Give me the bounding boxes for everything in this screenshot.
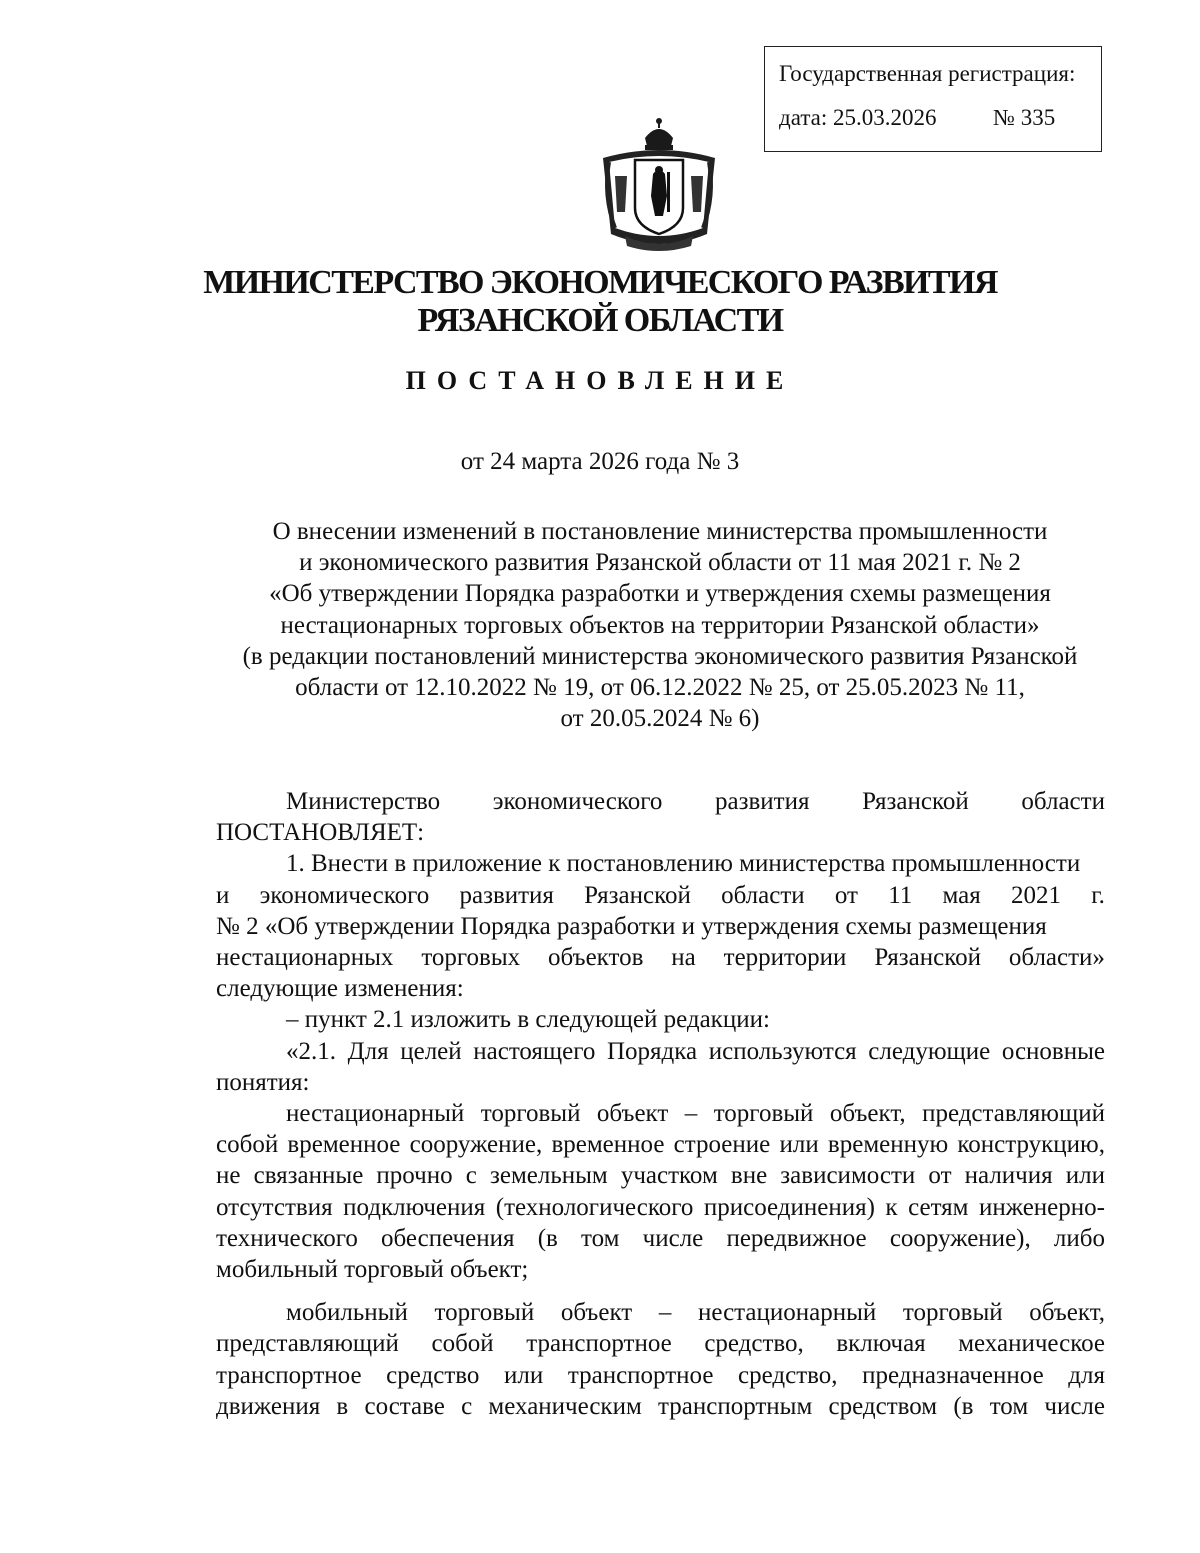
subject-line: нестационарных торговых объектов на территории Рязанской области» [280, 611, 1040, 639]
item1-word: на [671, 944, 696, 972]
item1-word: области» [1008, 944, 1105, 972]
item1-word: экономического [259, 881, 430, 909]
item1-word: нестационарных [216, 944, 394, 972]
item1-word: Рязанской [874, 944, 981, 972]
coat-of-arms-emblem [595, 116, 723, 256]
subject-line: от 20.05.2024 № 6) [560, 705, 760, 733]
intro-word: области [1021, 788, 1105, 815]
subject-line: области от 12.10.2022 № 19, от 06.12.2022 № 25, от 25.05.2023 № 11, [295, 674, 1025, 702]
item1-word: Рязанской [584, 881, 691, 909]
change-instruction: – пункт 2.1 изложить в следующей редакции: [286, 1006, 770, 1034]
item1-word: от [834, 881, 858, 909]
item1-line3: № 2 «Об утверждении Порядка разработки и утверждения схемы размещения [216, 912, 1047, 940]
item1-word: 11 [888, 881, 913, 909]
intro-word: экономического [492, 788, 663, 815]
item1-word: объектов [548, 944, 644, 972]
registration-number: № 335 [993, 105, 1056, 130]
intro-word: развития [715, 788, 810, 815]
clause-2-1: «2.1. Для целей настоящего Порядка используются следующие основные понятия: [216, 1037, 1105, 1096]
intro-word: Министерство [286, 788, 441, 815]
document-date: от 24 марта 2026 года № 3 [460, 448, 740, 475]
intro-word: Рязанской [862, 788, 969, 815]
subject-line: (в редакции постановлений министерства экономического развития Рязанской [242, 642, 1078, 670]
item1-word: и [216, 881, 230, 909]
item1-word: мая [942, 881, 981, 909]
item1-word: развития [459, 881, 554, 909]
document-body [216, 786, 1105, 1422]
subject-line: О внесении изменений в постановление министерства промышленности [272, 518, 1048, 545]
definition-mobile: мобильный торговый объект – нестационарный торговый объект, представляющий собой транспортное средство, включая механическое транспортное средство или транспортное средство, предназначенное для движения в составе с механическим транспортным средством (в том числе [216, 1299, 1105, 1420]
ministry-title-line2: РЯЗАНСКОЙ ОБЛАСТИ [417, 302, 783, 339]
item1-word: г. [1091, 881, 1105, 909]
item1-word: торговых [421, 944, 521, 972]
definition-nonstationary: нестационарный торговый объект – торговый объект, представляющий собой временное сооружение, временное строение или временную конструкцию, не связанные прочно с земельным участком вне зависимости от наличия или отсутствия подключения (технологического присоединения) к сетям инженерно-технического обеспечения (в том числе передвижное сооружение), либо мобильный торговый объект; [216, 1100, 1105, 1284]
intro-end: ПОСТАНОВЛЯЕТ: [216, 819, 425, 847]
item1-line4 [216, 942, 1105, 973]
item1-line1: 1. Внести в приложение к постановлению министерства промышленности [286, 850, 1081, 878]
subject-line: и экономического развития Рязанской области от 11 мая 2021 г. № 2 [299, 549, 1021, 577]
ministry-title-line1: МИНИСТЕРСТВО ЭКОНОМИЧЕСКОГО РАЗВИТИЯ [203, 264, 997, 301]
item1-line5: следующие изменения: [216, 975, 464, 1003]
item1-line2 [216, 880, 1105, 911]
item1-word: территории [723, 944, 847, 972]
item1-word: 2021 [1011, 881, 1062, 909]
registration-date: дата: 25.03.2026 [779, 105, 937, 130]
subject-line: «Об утверждении Порядка разработки и утверждения схемы размещения [269, 580, 1051, 608]
document-type: ПОСТАНОВЛЕНИЕ [405, 366, 795, 395]
document-subject [160, 516, 1160, 734]
registration-title: Государственная регистрация: [779, 61, 1076, 86]
intro-line [216, 786, 1105, 817]
registration-stamp [764, 46, 1102, 152]
item1-word: области [721, 881, 805, 909]
